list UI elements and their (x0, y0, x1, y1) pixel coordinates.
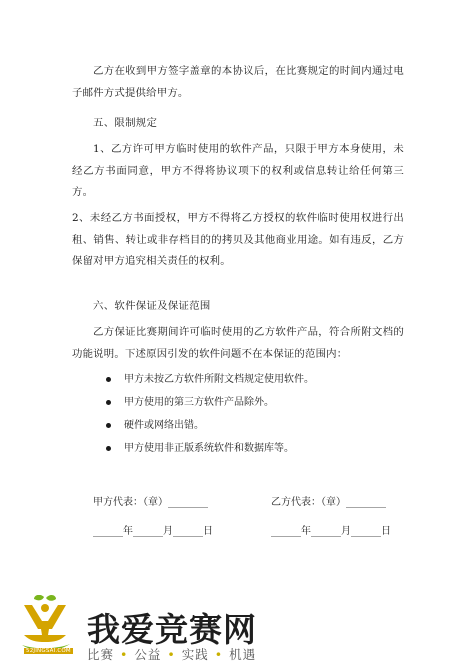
exclusion-text: 甲方使用非正版系统软件和数据库等。 (124, 443, 294, 454)
clause-6-intro: 乙方保证比赛期间许可临时使用的乙方软件产品，符合所附文档的功能说明。下述原因引发的软件问题不在本保证的范围内： (72, 326, 404, 360)
tagline-separator: • (167, 647, 176, 662)
party-a-date: ______年______月______日 (93, 526, 213, 537)
list-item (105, 437, 314, 460)
list-item (105, 368, 314, 391)
bullet-icon (106, 377, 111, 382)
clause-5-1: 1、乙方许可甲方临时使用的软件产品，只限于甲方本身使用，未经乙方书面同意，甲方不得将协议项下的权利或信息转让给任何第三方。 (72, 143, 404, 198)
tagline-item: 机遇 (229, 647, 257, 662)
party-b-signature: 乙方代表：（章）________ (271, 497, 386, 508)
section-6-heading: 六、软件保证及保证范围 (93, 300, 211, 312)
tagline-item: 实践 (181, 647, 209, 662)
exclusion-text: 硬件或网络出错。 (124, 420, 204, 431)
tagline-separator: • (120, 647, 129, 662)
party-a-signature: 甲方代表：（章）________ (93, 497, 208, 508)
section-5-heading: 五、限制规定 (93, 117, 158, 129)
tagline-item: 公益 (134, 647, 162, 662)
site-url: 52JINGSAI.COM (26, 648, 71, 654)
list-item (105, 391, 314, 414)
exclusions-list (105, 368, 314, 460)
bullet-icon (106, 400, 111, 405)
exclusion-text: 甲方使用的第三方软件产品除外。 (124, 397, 274, 408)
clause-5-2: 2、未经乙方书面授权，甲方不得将乙方授权的软件临时使用权进行出租、销售、转让或非存档目的的拷贝及其他商业用途。如有违反，乙方保留对甲方追究相关责任的权利。 (72, 212, 404, 267)
tagline-separator: • (214, 647, 224, 662)
bullet-icon (106, 423, 111, 428)
brand-name: 我爱竞赛网 (87, 610, 257, 649)
brand-tagline (87, 645, 256, 663)
exclusion-text: 甲方未按乙方软件所附文档规定使用软件。 (124, 374, 314, 385)
party-b-date: ______年______月______日 (271, 526, 391, 537)
list-item (105, 414, 314, 437)
bullet-icon (106, 446, 111, 451)
intro-paragraph: 乙方在收到甲方签字盖章的本协议后，在比赛规定的时间内通过电子邮件方式提供给甲方。 (72, 65, 404, 99)
tagline-item: 比赛 (87, 647, 115, 662)
